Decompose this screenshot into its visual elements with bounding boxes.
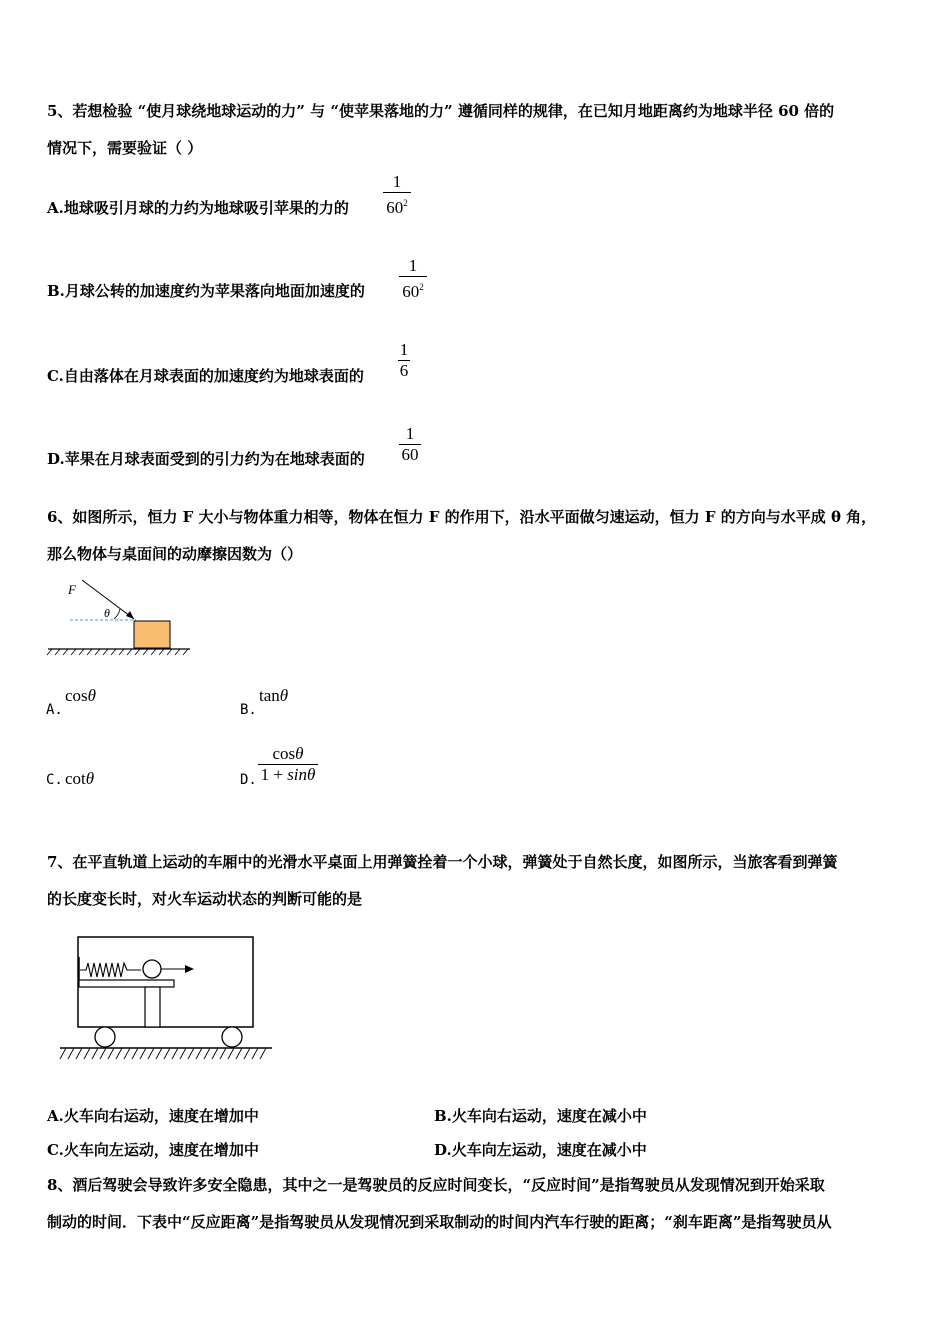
- q5-stem-line2: 情况下，需要验证（ ）: [47, 139, 203, 157]
- q5-option-d[interactable]: D.苹果在月球表面受到的引力约为在地球表面的: [47, 450, 365, 468]
- table-leg: [145, 987, 160, 1027]
- q6-option-b[interactable]: B.: [240, 702, 257, 718]
- q6-option-c-expr: cotθ: [65, 769, 95, 788]
- spring: [80, 963, 141, 977]
- fraction-numerator: 1: [392, 172, 402, 191]
- ground-hatching: [47, 649, 188, 655]
- q6-option-c[interactable]: C.: [46, 772, 63, 788]
- q6-option-b-expr: tanθ: [259, 686, 289, 705]
- wheel-right: [222, 1027, 242, 1047]
- q7-option-c[interactable]: C.火车向左运动，速度在增加中: [47, 1141, 259, 1159]
- force-label: F: [68, 582, 76, 597]
- q6-option-a-expr: cosθ: [65, 686, 97, 705]
- q5-option-a[interactable]: A.地球吸引月球的力约为地球吸引苹果的力的: [47, 199, 349, 217]
- fraction-numerator: 1: [399, 340, 409, 359]
- block: [134, 621, 170, 648]
- fraction-denominator: $60^2$: [386, 198, 408, 217]
- track-hatching: [60, 1048, 266, 1059]
- q6-stem-line1: 6、如图所示，恒力 F 大小与物体重力相等，物体在恒力 F 的作用下，沿水平面做匀速运动，恒力 F 的方向与水平成 θ 角，: [47, 508, 877, 526]
- q7-option-b[interactable]: B.火车向右运动，速度在减小中: [434, 1107, 647, 1125]
- q6-option-d[interactable]: D.: [240, 772, 257, 788]
- arrowhead-icon: [185, 965, 194, 973]
- q6-force-diagram: [44, 574, 196, 660]
- q5-option-d-fraction: [399, 425, 421, 464]
- q5-option-b[interactable]: B.月球公转的加速度约为苹果落向地面加速度的: [47, 282, 365, 300]
- fraction-numerator: 1: [408, 256, 418, 275]
- q7-train-car-diagram: [58, 932, 274, 1064]
- q7-option-a[interactable]: A.火车向右运动，速度在增加中: [47, 1107, 259, 1125]
- fraction-denominator: 6: [399, 361, 409, 380]
- q5-option-c[interactable]: C.自由落体在月球表面的加速度约为地球表面的: [47, 367, 364, 385]
- fraction-denominator: $60^2$: [402, 282, 424, 301]
- q7-stem-line2: 的长度变长时，对火车运动状态的判断可能的是: [47, 890, 363, 908]
- q7-stem-line1: 7、在平直轨道上运动的车厢中的光滑水平桌面上用弹簧拴着一个小球，弹簧处于自然长度，如图所示，当旅客看到弹簧: [47, 853, 838, 871]
- fraction-denominator: 60: [401, 445, 419, 464]
- fraction-numerator: cosθ: [272, 744, 304, 763]
- q5-option-a-fraction: [383, 173, 411, 217]
- q6-stem-line2: 那么物体与桌面间的动摩擦因数为（）: [47, 545, 303, 563]
- q8-stem-line2: 制动的时间．下表中“反应距离”是指驾驶员从发现情况到采取制动的时间内汽车行驶的距离；“刹车距离”是指驾驶员从: [47, 1213, 832, 1231]
- wheel-left: [95, 1027, 115, 1047]
- ball: [143, 960, 161, 978]
- q6-option-a[interactable]: A.: [46, 702, 63, 718]
- force-arrowhead-icon: [126, 611, 134, 619]
- q5-stem-line1: 5、若想检验 “使月球绕地球运动的力” 与 “使苹果落地的力” 遵循同样的规律，在已知月地距离约为地球半径 60 倍的: [47, 102, 835, 120]
- fraction-numerator: 1: [405, 424, 415, 443]
- q7-option-d[interactable]: D.火车向左运动，速度在减小中: [434, 1141, 647, 1159]
- table-top: [79, 980, 174, 987]
- q5-option-b-fraction: [399, 257, 427, 301]
- q8-stem-line1: 8、酒后驾驶会导致许多安全隐患，其中之一是驾驶员的反应时间变长，“反应时间”是指驾驶员从发现情况到开始采取: [47, 1176, 825, 1194]
- angle-arc: [114, 609, 120, 619]
- angle-label: θ: [104, 606, 110, 620]
- fraction-denominator: 1 + sinθ: [260, 765, 316, 784]
- q5-option-c-fraction: [398, 341, 410, 380]
- q6-option-d-fraction: [258, 745, 318, 784]
